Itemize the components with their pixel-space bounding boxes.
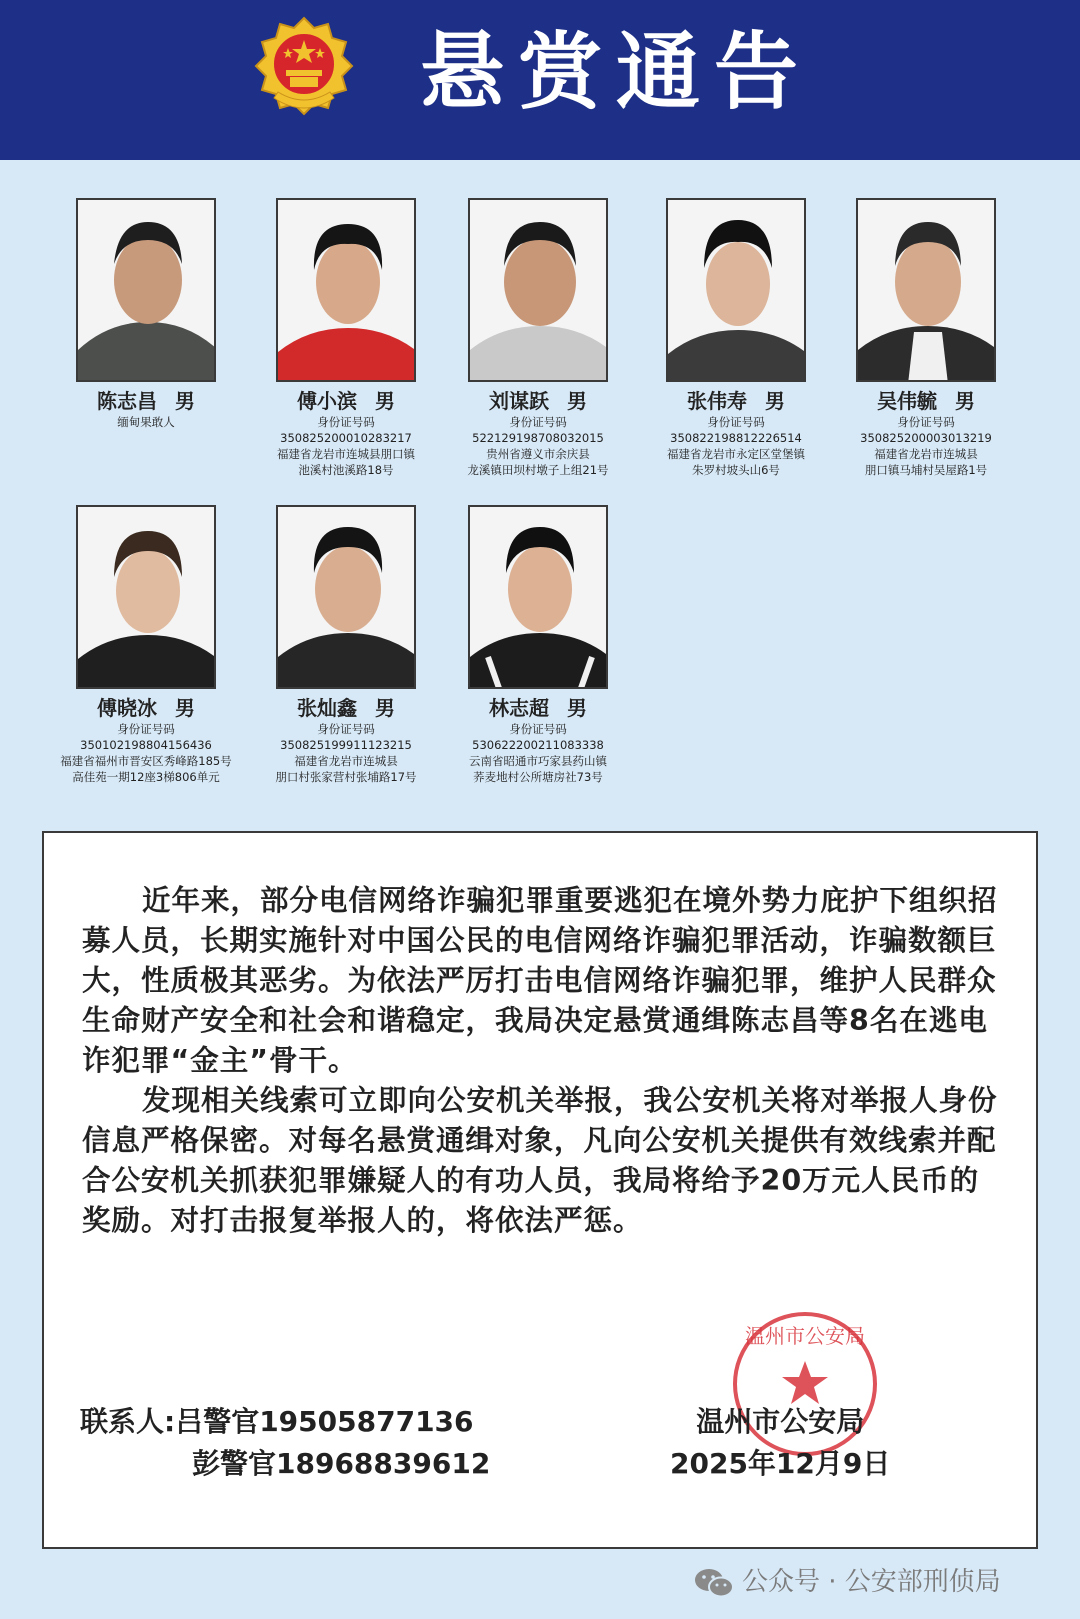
police-emblem-icon (252, 14, 356, 118)
wechat-icon (694, 1567, 734, 1599)
suspect-id-number: 350102198804156436 (80, 738, 212, 752)
suspect-id-label: 身份证号码 (897, 415, 955, 429)
suspect-address-line2: 池溪村池溪路18号 (298, 463, 394, 477)
suspect-card (46, 198, 246, 430)
suspect-id-number: 350825200010283217 (280, 431, 412, 445)
suspect-address-line1: 福建省福州市晋安区秀峰路185号 (60, 754, 232, 768)
suspect-id-label: 身份证号码 (117, 722, 175, 736)
suspect-photo (666, 198, 806, 382)
suspect-photo (276, 505, 416, 689)
suspect-photo (856, 198, 996, 382)
suspect-name: 吴伟毓 (877, 389, 937, 413)
suspect-sex: 男 (175, 696, 195, 720)
suspect-address-line2: 荞麦地村公所塘房社73号 (473, 770, 603, 784)
watermark-text: 公众号 · 公安部刑侦局 (742, 1567, 1001, 1597)
suspect-card (46, 505, 246, 785)
suspect-address-line2: 朋口镇马埔村吴屋路1号 (864, 463, 988, 477)
suspect-id-number: 350822198812226514 (670, 431, 802, 445)
suspect-id-label: 身份证号码 (317, 415, 375, 429)
suspect-id-label: 身份证号码 (317, 722, 375, 736)
notice-box (42, 831, 1038, 1549)
suspect-name: 傅小滨 (297, 389, 357, 413)
suspect-address-line1: 云南省昭通市巧家县药山镇 (469, 754, 607, 768)
suspect-card (438, 198, 638, 478)
issue-date: 2025年12月9日 (670, 1447, 891, 1480)
suspect-address-line2: 龙溪镇田坝村墩子上组21号 (467, 463, 609, 477)
suspect-sex: 男 (955, 389, 975, 413)
suspect-address-line2: 朋口村张家营村张埔路17号 (275, 770, 417, 784)
suspect-photo (76, 505, 216, 689)
suspect-address-line1: 福建省龙岩市永定区堂堡镇 (667, 447, 805, 461)
contact-2: 彭警官18968839612 (192, 1447, 491, 1480)
suspect-address-line1: 福建省龙岩市连城县 (294, 754, 398, 768)
suspect-photo (468, 505, 608, 689)
suspect-id-label: 身份证号码 (707, 415, 765, 429)
suspect-address-line1: 福建省龙岩市连城县 (874, 447, 978, 461)
suspect-address-line2: 高佳苑一期12座3梯806单元 (72, 770, 220, 784)
contact-block (80, 1401, 490, 1485)
watermark (694, 1562, 1001, 1602)
suspect-id-number: 522129198708032015 (472, 431, 604, 445)
suspect-sex: 男 (765, 389, 785, 413)
suspect-card (826, 198, 1026, 478)
header-banner (0, 0, 1080, 160)
suspect-photo (468, 198, 608, 382)
suspect-card (438, 505, 638, 785)
seal-text: 温州市公安局 (745, 1324, 865, 1348)
issuer-block (670, 1401, 890, 1485)
suspect-sex: 男 (567, 696, 587, 720)
suspect-sex: 男 (567, 389, 587, 413)
suspect-sex: 男 (175, 389, 195, 413)
notice-paragraph-1: 近年来，部分电信网络诈骗犯罪重要逃犯在境外势力庇护下组织招募人员，长期实施针对中国公民的电信网络诈骗犯罪活动，诈骗数额巨大，性质极其恶劣。为依法严厉打击电信网络诈骗犯罪，维护人民群众生命财产安全和社会和谐稳定，我局决定悬赏通缉陈志昌等8名在逃电诈犯罪“金主”骨干。 (82, 884, 998, 1077)
suspect-id-number: 350825200003013219 (860, 431, 992, 445)
suspect-card (246, 505, 446, 785)
suspect-sex: 男 (375, 696, 395, 720)
suspect-address-line1: 福建省龙岩市连城县朋口镇 (277, 447, 415, 461)
issuer-agency: 温州市公安局 (696, 1405, 865, 1438)
suspect-name: 刘谋跃 (489, 389, 549, 413)
suspect-name: 林志超 (489, 696, 549, 720)
notice-paragraph-2: 发现相关线索可立即向公安机关举报，我公安机关将对举报人身份信息严格保密。对每名悬赏通缉对象，凡向公安机关提供有效线索并配合公安机关抓获犯罪嫌疑人的有功人员，我局将给予20万元人民币的奖励。对打击报复举报人的，将依法严惩。 (82, 1084, 998, 1237)
suspect-name: 傅晓冰 (97, 696, 157, 720)
page-title: 悬赏通告 (420, 23, 813, 121)
suspect-id-number: 530622200211083338 (472, 738, 604, 752)
suspect-photo (276, 198, 416, 382)
suspect-name: 张伟寿 (687, 389, 747, 413)
suspect-id-label: 身份证号码 (509, 722, 567, 736)
suspect-address-line2: 朱罗村坡头山6号 (692, 463, 780, 477)
suspect-card (636, 198, 836, 478)
suspect-id-number: 350825199911123215 (280, 738, 412, 752)
suspect-sex: 男 (375, 389, 395, 413)
suspect-address-line1: 贵州省遵义市余庆县 (486, 447, 590, 461)
suspect-address-line1: 缅甸果敢人 (117, 415, 175, 429)
suspect-card (246, 198, 446, 478)
suspect-photo (76, 198, 216, 382)
contact-label: 联系人: (80, 1405, 176, 1438)
contact-1: 吕警官19505877136 (175, 1405, 474, 1438)
suspect-name: 张灿鑫 (297, 696, 357, 720)
suspect-id-label: 身份证号码 (509, 415, 567, 429)
suspect-name: 陈志昌 (97, 389, 157, 413)
